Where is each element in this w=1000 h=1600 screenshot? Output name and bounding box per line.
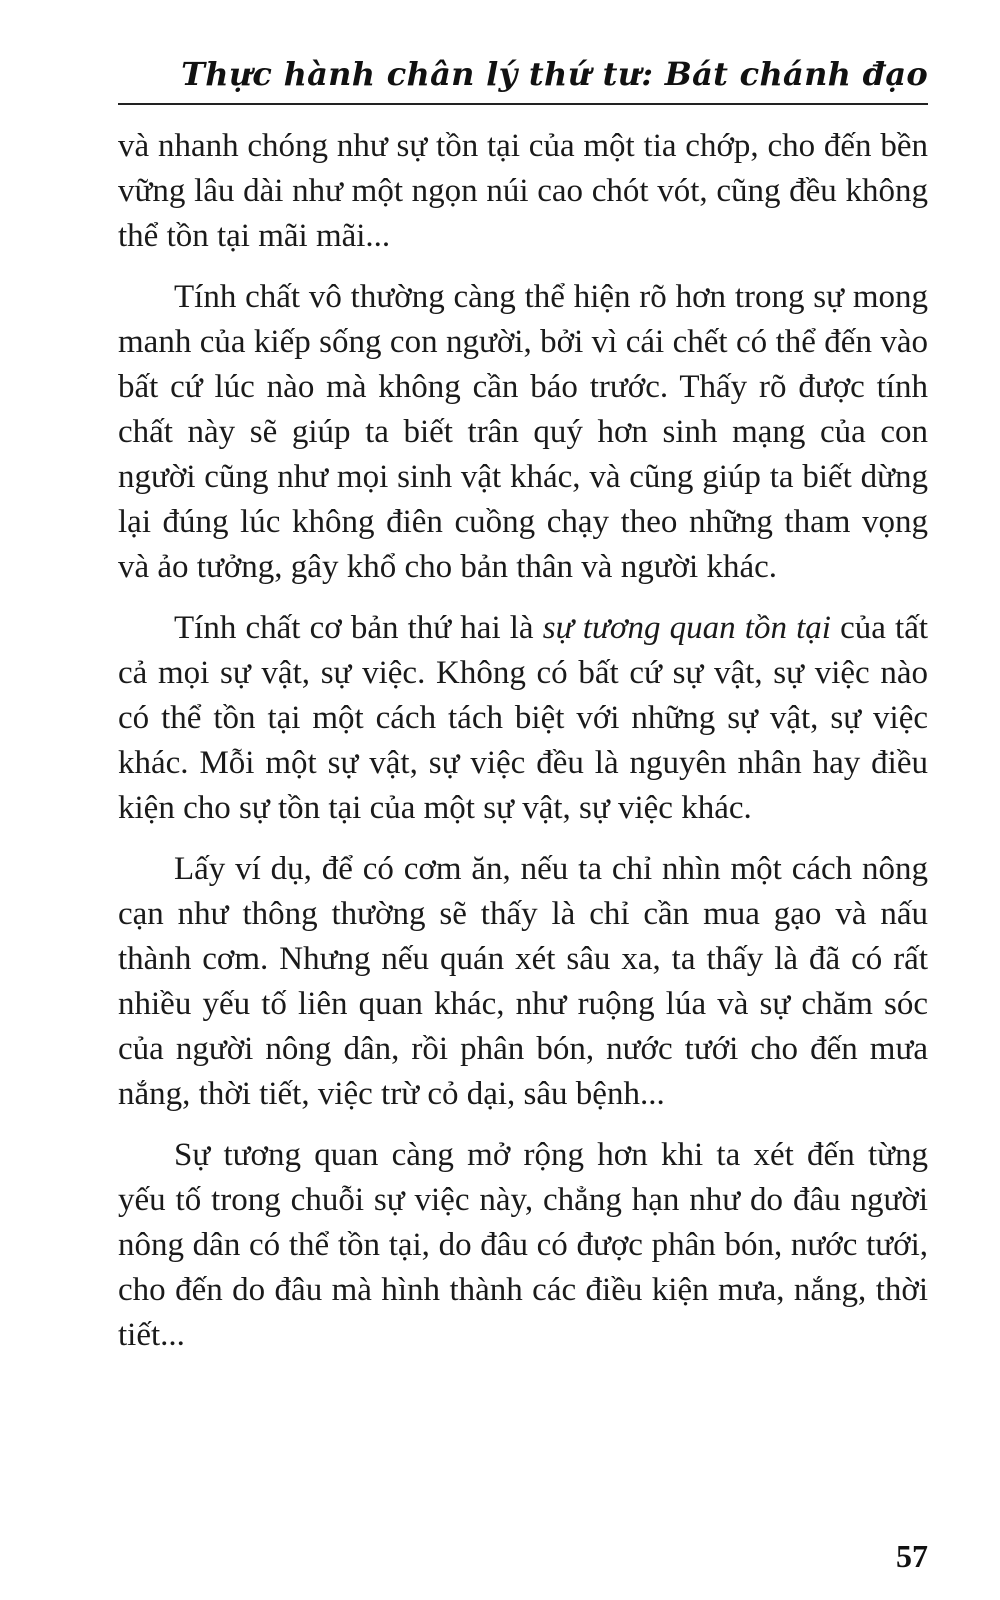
header-divider [118,103,928,105]
paragraph-1: và nhanh chóng như sự tồn tại của một tia chớp, cho đến bền vững lâu dài như một ngọn núi cao chót vót, cũng đều không thể tồn tại mãi mãi... [118,128,928,254]
paragraph-3-emphasis: sự tương quan tồn tại [542,610,831,646]
paragraph-3 [118,606,928,831]
paragraph-2: Tính chất vô thường càng thể hiện rõ hơn trong sự mong manh của kiếp sống con người, bởi vì cái chết có thể đến vào bất cứ lúc nào mà không cần báo trước. Thấy rõ được tính chất này sẽ giúp ta biết trân quý hơn sinh mạng của con người cũng như mọi sinh vật khác, và cũng giúp ta biết dừng lại đúng lúc không điên cuồng chạy theo những tham vọng và ảo tưởng, gây khổ cho bản thân và người khác. [118,279,928,585]
body-text [118,124,928,1374]
running-header-title: Thực hành chân lý thứ tư: Bát chánh đạo [181,55,928,93]
paragraph-3-rest: của tất cả mọi sự vật, sự việc. Không có bất cứ sự vật, sự việc nào có thể tồn tại một cách tách biệt với những sự vật, sự việc khác. Mỗi một sự vật, sự việc đều là nguyên nhân hay điều kiện cho sự tồn tại của một sự vật, sự việc khác. [118,610,929,826]
paragraph-4: Lấy ví dụ, để có cơm ăn, nếu ta chỉ nhìn một cách nông cạn như thông thường sẽ thấy là chỉ cần mua gạo và nấu thành cơm. Nhưng nếu quán xét sâu xa, ta thấy là đã có rất nhiều yếu tố liên quan khác, như ruộng lúa và sự chăm sóc của người nông dân, rồi phân bón, nước tưới cho đến mưa nắng, thời tiết, việc trừ cỏ dại, sâu bệnh... [118,851,928,1112]
paragraph-3-lead: Tính chất cơ bản thứ hai là [174,610,543,646]
page-number: 57 [896,1538,928,1574]
paragraph-5: Sự tương quan càng mở rộng hơn khi ta xét đến từng yếu tố trong chuỗi sự việc này, chẳng hạn như do đâu người nông dân có thể tồn tại, do đâu có được phân bón, nước tưới, cho đến do đâu mà hình thành các điều kiện mưa, nắng, thời tiết... [118,1137,928,1353]
